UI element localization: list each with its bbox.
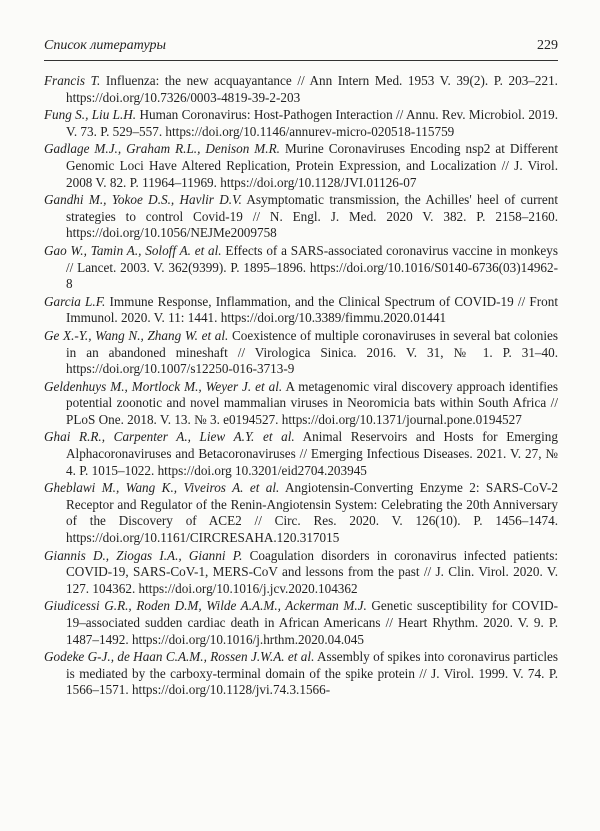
reference-entry (44, 548, 558, 598)
reference-entry (44, 328, 558, 378)
reference-entry (44, 107, 558, 140)
reference-entry (44, 379, 558, 429)
reference-text: Assembly of spikes into coronavirus particles is mediated by the carboxy-terminal domain of the spike protein // J. Virol. 1999. V. 74. P. 1566–1571. https://doi.org/10.1128/jvi.74.3.1566- (66, 649, 558, 698)
reference-entry (44, 294, 558, 327)
reference-authors: Francis T. (44, 73, 101, 88)
running-title: Список литературы (44, 38, 166, 53)
reference-authors: Geldenhuys M., Mortlock M., Weyer J. et al. (44, 378, 283, 394)
reference-entry (44, 480, 558, 546)
reference-text: Effects of a SARS-associated coronavirus vaccine in monkeys // Lancet. 2003. V. 362(9399). P. 1895–1896. https://doi.org/10.1016/S0140-6736(03)14962-8 (66, 242, 558, 292)
reference-authors: Giudicessi G.R., Roden D.M, Wilde A.A.M., Ackerman M.J. (44, 598, 367, 614)
reference-text: Coexistence of multiple coronaviruses in several bat colonies in an abandoned mineshaft // Virologica Sinica. 2016. V. 31, № 1. P. 31–40. https://doi.org/10.1007/s12250-016-3713-9 (66, 327, 558, 377)
reference-authors: Garcia L.F. (44, 293, 106, 309)
reference-authors: Gao W., Tamin A., Soloff A. et al. (44, 242, 222, 258)
reference-entry (44, 141, 558, 191)
reference-entry (44, 73, 558, 106)
reference-entry (44, 598, 558, 648)
reference-authors: Godeke G-J., de Haan C.A.M., Rossen J.W.A. et al. (44, 649, 315, 665)
reference-text: Immune Response, Inflammation, and the Clinical Spectrum of COVID-19 // Front Immunol. 2020. V. 11: 1441. https://doi.org/10.3389/fimmu.2020.01441 (66, 293, 558, 326)
reference-authors: Fung S., Liu L.H. (44, 107, 137, 123)
reference-text: Influenza: the new acquayantance // Ann Intern Med. 1953 V. 39(2). P. 203–221. https://doi.org/10.7326/0003-4819-39-2-203 (66, 73, 558, 105)
header-divider (44, 60, 558, 61)
reference-entry (44, 429, 558, 479)
reference-text: Genetic susceptibility for COVID-19–associated sudden cardiac death in African Americans // Heart Rhythm. 2020. V. 9. P. 1487–1492. https://doi.org/10.1016/j.hrthm.2020.04.045 (66, 598, 558, 647)
reference-authors: Gadlage M.J., Graham R.L., Denison M.R. (44, 141, 280, 157)
reference-entry (44, 192, 558, 242)
reference-text: Asymptomatic transmission, the Achilles' heel of current strategies to control Covid-19 // N. Engl. J. Med. 2020 V. 382. P. 2158–2160. https://doi.org/10.1056/NEJMe2009758 (66, 192, 558, 241)
reference-entry (44, 649, 558, 699)
reference-text: A metagenomic viral discovery approach identifies potential zoonotic and novel mammalian viruses in Neoromicia bats within South Africa // PLoS One. 2018. V. 13. № 3. e0194527. https://doi.org/10.1371/journal.pone.0194527 (66, 378, 558, 427)
reference-text: Animal Reservoirs and Hosts for Emerging Alphacoronaviruses and Betacoronaviruses // Emerging Infectious Diseases. 2021. V. 27, № 4. P. 1015–1022. https://doi.org 10.3201/eid2704.203945 (66, 429, 558, 478)
reference-authors: Gandhi M., Yokoe D.S., Havlir D.V. (44, 192, 242, 208)
reference-text: Murine Coronaviruses Encoding nsp2 at Different Genomic Loci Have Altered Replication, Protein Expression, and Localization // J. Virol. 2008 V. 82. P. 11964–11969. https://doi.org/10.1128/JVI.01126-07 (66, 141, 558, 190)
reference-authors: Gheblawi M., Wang K., Viveiros A. et al. (44, 480, 280, 496)
reference-text: Coagulation disorders in coronavirus infected patients: COVID-19, SARS-CoV-1, MERS-CoV and lessons from the past // J. Clin. Virol. 2020. V. 127. 104362. https://doi.org/10.1016/j.jcv.2020.104362 (66, 547, 558, 596)
reference-text: Human Coronavirus: Host-Pathogen Interaction // Annu. Rev. Microbiol. 2019. V. 73. P. 529–557. https://doi.org/10.1146/annurev-micro-020518-115759 (66, 107, 558, 139)
reference-authors: Giannis D., Ziogas I.A., Gianni P. (44, 547, 243, 563)
reference-list (44, 73, 558, 700)
running-header (44, 38, 558, 54)
reference-authors: Ghai R.R., Carpenter A., Liew A.Y. et al. (44, 429, 295, 445)
reference-authors: Ge X.-Y., Wang N., Zhang W. et al. (44, 327, 229, 343)
page-number: 229 (537, 38, 558, 53)
reference-entry (44, 243, 558, 293)
reference-text: Angiotensin-Converting Enzyme 2: SARS-CoV-2 Receptor and Regulator of the Renin-Angiotensin System: Celebrating the 20th Anniversary of the Discovery of ACE2 // Circ. Res. 2020. V. 126(10). P. 1456–1474. https://doi.org/10.1161/CIRCRESAHA.120.317015 (66, 480, 558, 546)
